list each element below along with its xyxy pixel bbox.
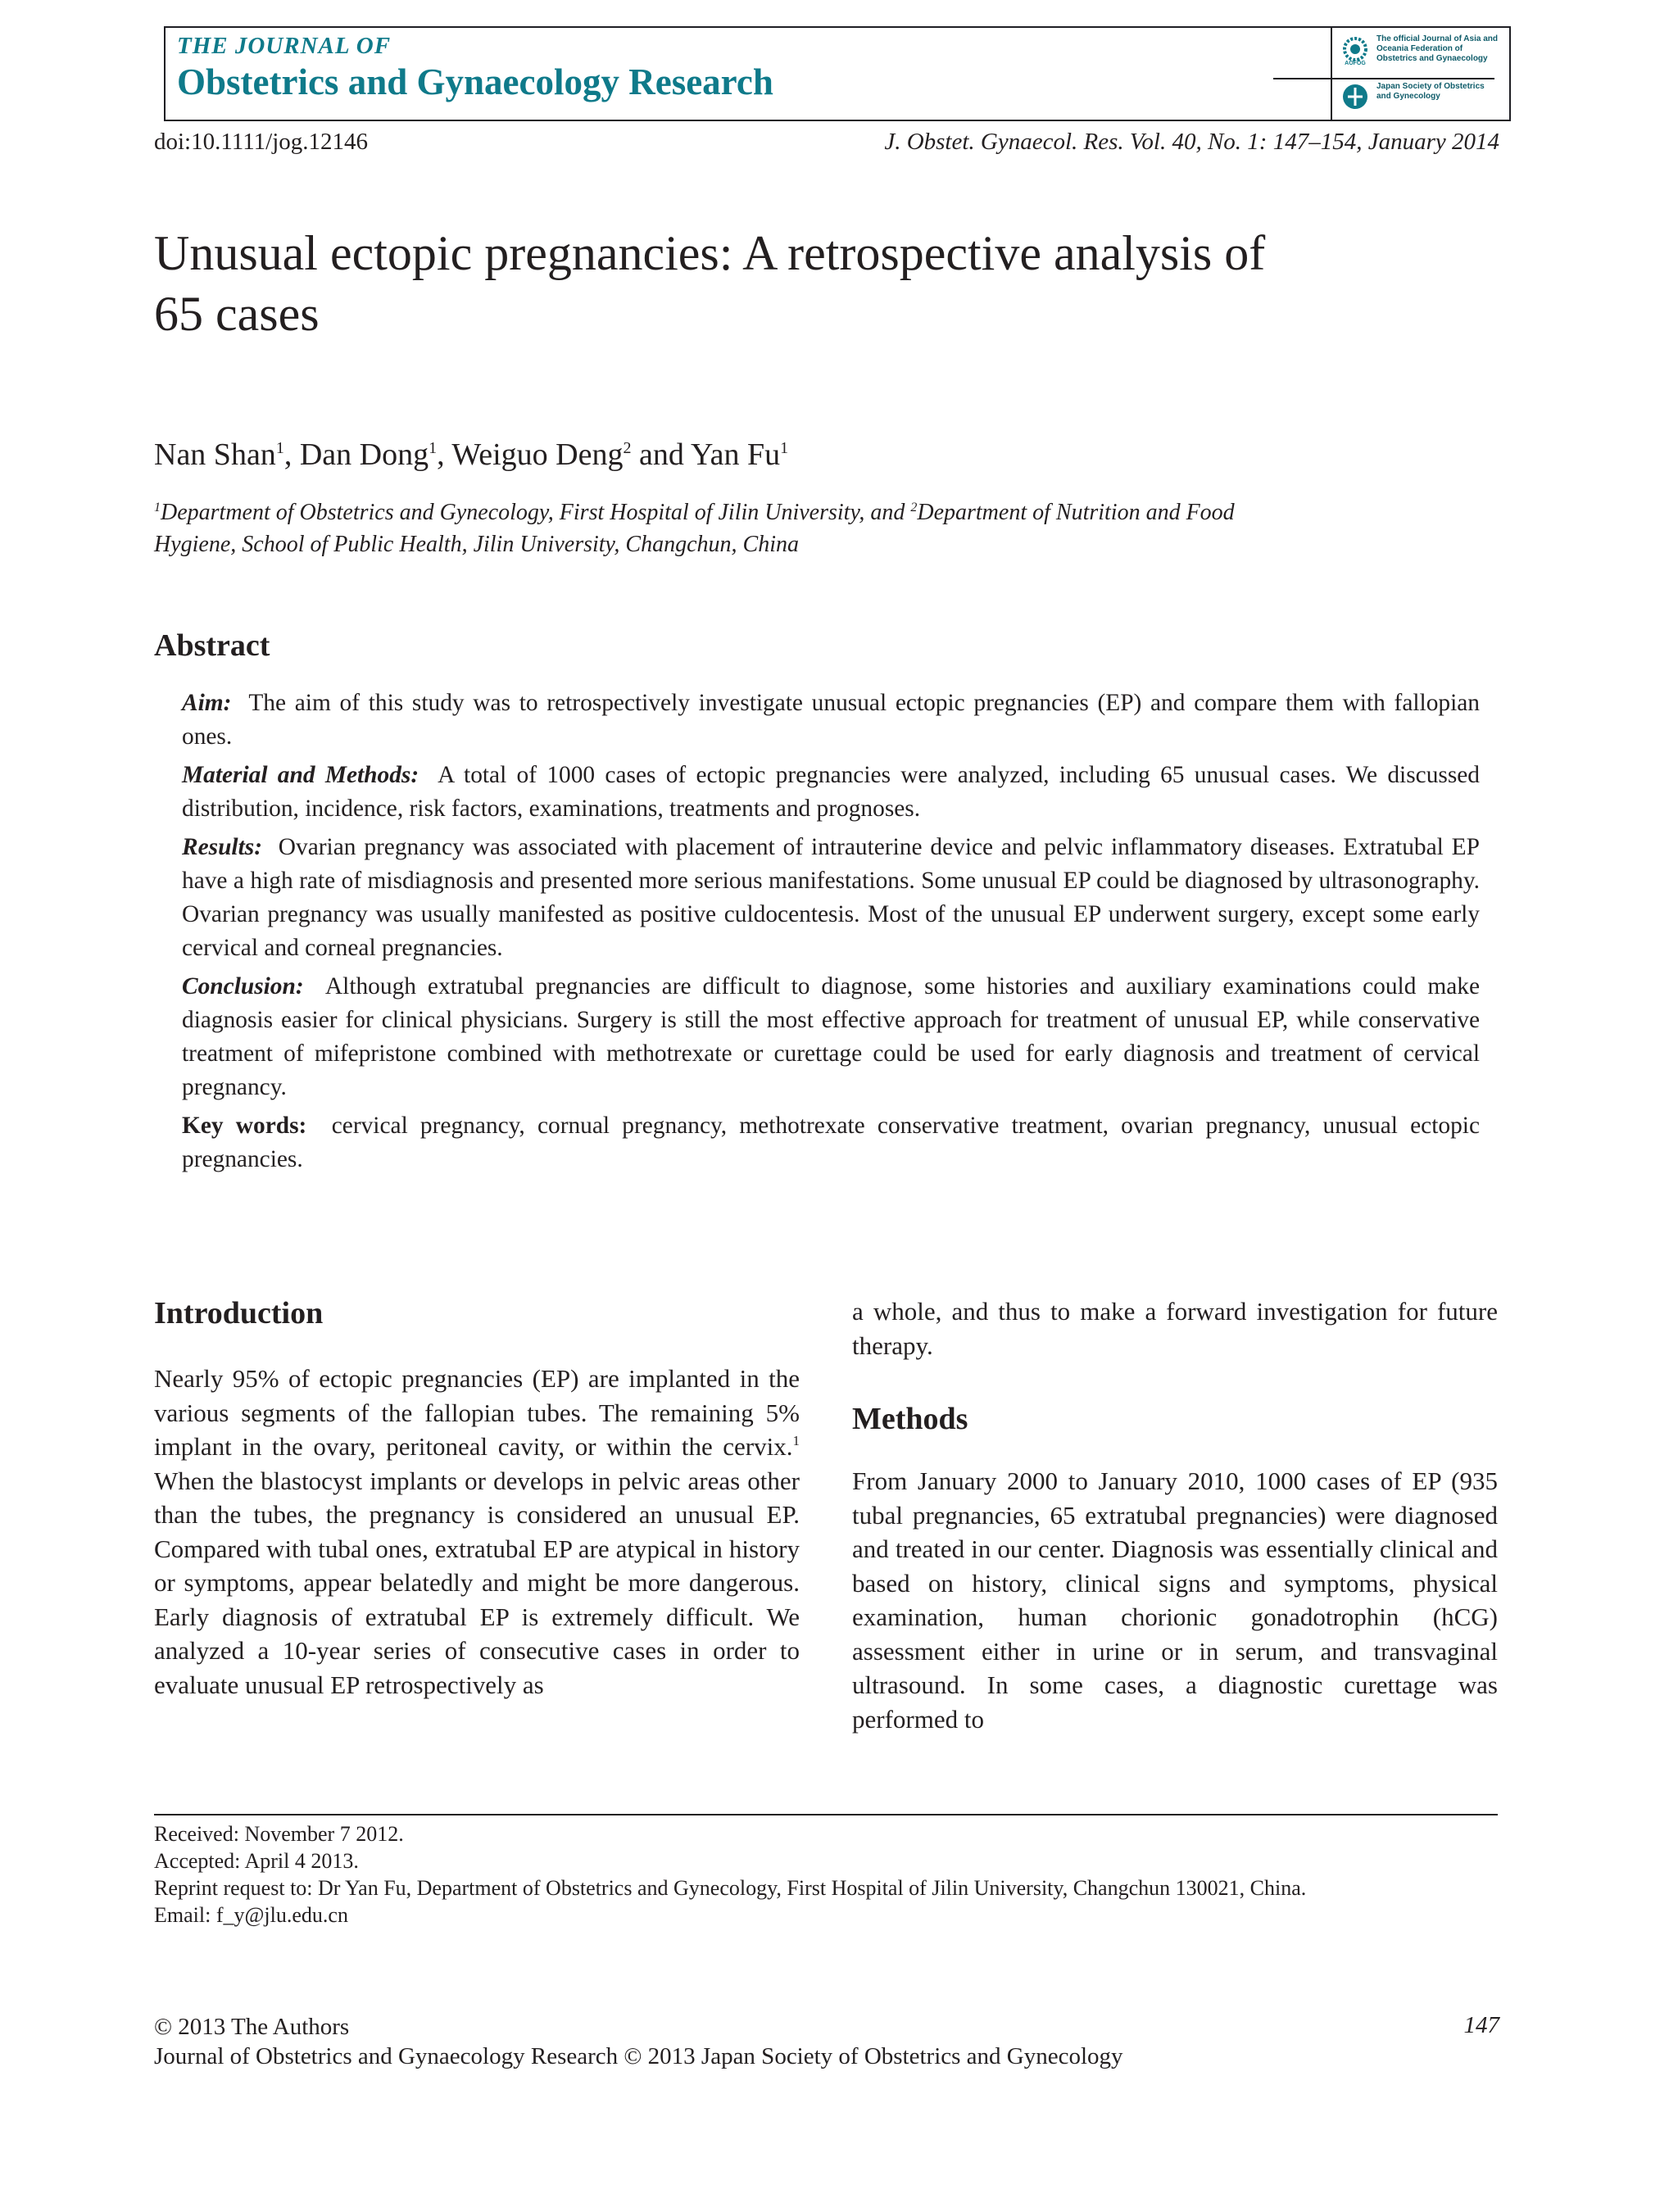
abstract-conclusion-label: Conclusion:: [182, 973, 304, 999]
citation: J. Obstet. Gynaecol. Res. Vol. 40, No. 1: 147–154, January 2014: [884, 129, 1499, 155]
abstract-methods-label: Material and Methods:: [182, 762, 420, 788]
author-affiliations: [154, 492, 1514, 560]
doi: doi:10.1111/jog.12146: [154, 129, 368, 155]
affiliation-text: Department of Obstetrics and Gynecology, First Hospital of Jilin University, and: [161, 500, 911, 525]
copyright-authors: © 2013 The Authors: [154, 2014, 350, 2040]
page-number: 147: [1463, 2012, 1499, 2038]
abstract-results: [182, 831, 1480, 965]
banner-affiliation-jsog: Japan Society of Obstetrics and Gynecology: [1376, 82, 1485, 101]
author-separator: ,: [283, 437, 300, 472]
affiliation-line1: [154, 492, 1514, 528]
affiliation-mark: 1: [154, 501, 161, 514]
affiliation-mark: 2: [910, 501, 918, 514]
jsog-logo-icon: [1340, 82, 1370, 111]
abstract-keywords-label: Key words:: [182, 1113, 307, 1139]
banner-divider-horizontal: [1273, 78, 1494, 79]
journal-banner: [164, 26, 1511, 121]
author-name: Yan Fu: [690, 437, 781, 472]
introduction-continuation: a whole, and thus to make a forward investigation for future therapy.: [852, 1297, 1498, 1360]
introduction-text: Nearly 95% of ectopic pregnancies (EP) are implanted in the various segments of the fallopian tubes. The remaining 5% implant in the ovary, peritoneal cavity, or within the cervix.: [154, 1364, 800, 1461]
footnotes: [154, 1820, 1514, 1929]
banner-journal-name: Obstetrics and Gynaecology Research: [177, 61, 773, 102]
aofog-logo-icon: [1340, 36, 1370, 66]
article-title-line1: Unusual ectopic pregnancies: A retrospective analysis of: [154, 226, 1266, 280]
footnote-divider: [154, 1814, 1498, 1815]
footnote-reprint: Reprint request to: Dr Yan Fu, Department of Obstetrics and Gynecology, First Hospital of Jilin University, Changchun 130021, China.: [154, 1876, 1307, 1900]
introduction-heading: Introduction: [154, 1296, 324, 1330]
abstract-results-label: Results:: [182, 834, 262, 860]
copyright: [154, 2012, 1123, 2071]
author-affiliation-mark: 1: [275, 439, 284, 457]
author-separator: ,: [437, 437, 452, 472]
author-affiliation-mark: 1: [429, 439, 438, 457]
abstract-body: [182, 687, 1480, 1181]
abstract-keywords-text: cervical pregnancy, cornual pregnancy, methotrexate conservative treatment, ovarian pregnancy, unusual ectopic pregnancies.: [182, 1113, 1480, 1172]
abstract-heading: Abstract: [154, 628, 270, 663]
affiliation-text: Department of Nutrition and Food: [917, 500, 1235, 525]
author-name: Dan Dong: [299, 437, 429, 472]
abstract-aim-label: Aim:: [182, 690, 232, 716]
affiliation-line2: Hygiene, School of Public Health, Jilin University, Changchun, China: [154, 532, 799, 557]
author-name: Weiguo Deng: [451, 437, 624, 472]
author-affiliation-mark: 2: [623, 439, 632, 457]
footnote-email: Email: f_y@jlu.edu.cn: [154, 1903, 348, 1927]
methods-heading: Methods: [852, 1402, 968, 1436]
article-title: [154, 223, 1498, 344]
abstract-conclusion-text: Although extratubal pregnancies are difficult to diagnose, some histories and auxiliary examinations could make diagnosis easier for clinical physicians. Surgery is still the most effective approach for treatment of unusual EP, while conservative treatment of mifepristone combined with methotrexate or curettage could be used for early diagnosis and treatment of cervical pregnancy.: [182, 973, 1481, 1100]
reference-mark: 1: [792, 1433, 800, 1448]
banner-affiliation-aofog: The official Journal of Asia and Oceania Federation of Obstetrics and Gynaecology: [1376, 34, 1498, 63]
abstract-methods-text: A total of 1000 cases of ectopic pregnancies were analyzed, including 65 unusual cases. We discussed distribution, incidence, risk factors, examinations, treatments and prognoses.: [182, 762, 1481, 822]
abstract-conclusion: [182, 970, 1480, 1104]
footnote-accepted: Accepted: April 4 2013.: [154, 1849, 359, 1873]
author-separator: and: [631, 437, 691, 472]
methods-paragraph: From January 2000 to January 2010, 1000 cases of EP (935 tubal pregnancies, 65 extratubal pregnancies) were diagnosed and treated in our center. Diagnosis was essentially clinical and based on history, clinical signs and symptoms, physical examination, human chorionic gonadotrophin (hCG) assessment either in urine or in serum, and transvaginal ultrasound. In some cases, a diagnostic curettage was performed to: [852, 1466, 1498, 1734]
abstract-aim-text: The aim of this study was to retrospectively investigate unusual ectopic pregnancies (EP) and compare them with fallopian ones.: [182, 690, 1480, 750]
abstract-results-text: Ovarian pregnancy was associated with placement of intrauterine device and pelvic inflammatory diseases. Extratubal EP have a high rate of misdiagnosis and presented more serious manifestations. Some unusual EP could be diagnosed by ultrasonography. Ovarian pregnancy was usually manifested as positive culdocentesis. Most of the unusual EP underwent surgery, except some early cervical and corneal pregnancies.: [182, 834, 1480, 961]
introduction-paragraph: [154, 1362, 800, 1702]
author-name: Nan Shan: [154, 437, 276, 472]
banner-divider-vertical: [1331, 28, 1332, 120]
abstract-methods: [182, 759, 1480, 826]
author-affiliation-mark: 1: [780, 439, 789, 457]
body-column-right: [852, 1294, 1498, 1736]
author-list: [154, 437, 788, 473]
abstract-keywords: [182, 1109, 1480, 1176]
aofog-logo-text: AOFOG: [1345, 61, 1366, 66]
banner-the-journal-of: THE JOURNAL OF: [177, 33, 392, 59]
footnote-received: Received: November 7 2012.: [154, 1822, 404, 1846]
abstract-aim: [182, 687, 1480, 754]
body-column-left: [154, 1294, 800, 1702]
copyright-journal: Journal of Obstetrics and Gynaecology Research © 2013 Japan Society of Obstetrics and Gynecology: [154, 2043, 1123, 2069]
introduction-text: When the blastocyst implants or develops in pelvic areas other than the tubes, the pregnancy is considered an unusual EP. Compared with tubal ones, extratubal EP are atypical in history or symptoms, appear belatedly and might be more dangerous. Early diagnosis of extratubal EP is extremely difficult. We analyzed a 10-year series of consecutive cases in order to evaluate unusual EP retrospectively as: [154, 1466, 800, 1699]
article-title-line2: 65 cases: [154, 287, 320, 341]
